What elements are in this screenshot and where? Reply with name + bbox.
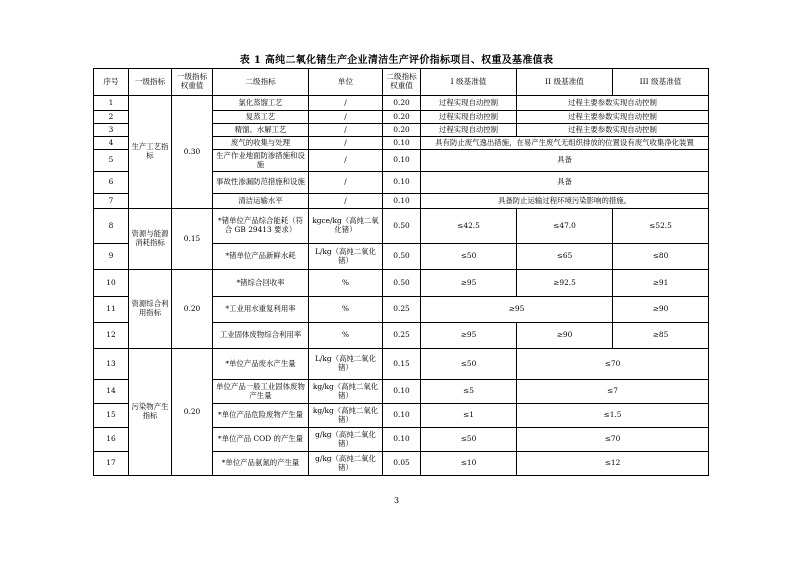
level2-value: ≥92.5	[517, 270, 613, 297]
weight-cell: 0.50	[383, 244, 421, 270]
unit-cell: /	[309, 194, 383, 209]
indicator-name: 精馏、水解工艺	[213, 124, 309, 137]
row-number: 13	[94, 349, 129, 380]
unit-cell: %	[309, 270, 383, 297]
header-l2-name: 二级指标	[213, 69, 309, 96]
level2-value: ≥90	[517, 323, 613, 349]
header-level1: I 级基准值	[421, 69, 517, 96]
all-levels-value: 具备防止运输过程环境污染影响的措施。	[421, 194, 709, 209]
header-l1-weight: 一级指标权重值	[172, 69, 213, 96]
level3-value: ≥85	[613, 323, 709, 349]
weight-cell: 0.20	[383, 124, 421, 137]
unit-cell: /	[309, 137, 383, 150]
weight-cell: 0.50	[383, 209, 421, 244]
header-unit: 单位	[309, 69, 383, 96]
row-number: 11	[94, 297, 129, 323]
unit-cell: kgce/kg（高纯二氧化锗）	[309, 209, 383, 244]
level23-value: 过程主要参数实现自动控制	[517, 96, 709, 111]
weight-cell: 0.25	[383, 323, 421, 349]
unit-cell: kg/kg（高纯二氧化锗）	[309, 404, 383, 428]
level1-value: ≤50	[421, 428, 517, 452]
level2-value: ≤65	[517, 244, 613, 270]
level1-value: ≤50	[421, 244, 517, 270]
row-number: 9	[94, 244, 129, 270]
unit-cell: L/kg（高纯二氧化锗）	[309, 349, 383, 380]
row-number: 3	[94, 124, 129, 137]
row-number: 4	[94, 137, 129, 150]
all-levels-value: 具有防止废气逸出措施，在易产生废气无组织排放的位置设有废气收集净化装置	[421, 137, 709, 150]
header-l2-weight: 二级指标权重值	[383, 69, 421, 96]
level1-value: ≤10	[421, 452, 517, 476]
header-level3: III 级基准值	[613, 69, 709, 96]
weight-cell: 0.10	[383, 404, 421, 428]
weight-cell: 0.10	[383, 380, 421, 404]
indicator-name: *锗综合回收率	[213, 270, 309, 297]
level3-value: ≤80	[613, 244, 709, 270]
level3-value: ≥91	[613, 270, 709, 297]
weight-cell: 0.20	[383, 111, 421, 124]
unit-cell: /	[309, 150, 383, 172]
weight-cell: 0.20	[383, 96, 421, 111]
unit-cell: /	[309, 111, 383, 124]
row-number: 8	[94, 209, 129, 244]
level1-value: 过程实现自动控制	[421, 111, 517, 124]
row-number: 6	[94, 172, 129, 194]
all-levels-value: 具备	[421, 150, 709, 172]
weight-cell: 0.10	[383, 150, 421, 172]
group-weight: 0.20	[172, 270, 213, 349]
group-weight: 0.30	[172, 96, 213, 209]
indicator-name: *锗单位产品新鲜水耗	[213, 244, 309, 270]
table-row	[94, 349, 709, 380]
unit-cell: %	[309, 323, 383, 349]
unit-cell: L/kg（高纯二氧化锗）	[309, 244, 383, 270]
unit-cell: /	[309, 124, 383, 137]
row-number: 14	[94, 380, 129, 404]
level1-value: ≤42.5	[421, 209, 517, 244]
weight-cell: 0.50	[383, 270, 421, 297]
evaluation-table	[93, 68, 709, 476]
weight-cell: 0.15	[383, 349, 421, 380]
page-number: 3	[393, 496, 400, 505]
weight-cell: 0.05	[383, 452, 421, 476]
row-number: 15	[94, 404, 129, 428]
weight-cell: 0.10	[383, 137, 421, 150]
unit-cell: g/kg（高纯二氧化锗）	[309, 452, 383, 476]
level23-value: ≤70	[517, 349, 709, 380]
row-number: 1	[94, 96, 129, 111]
header-row	[94, 69, 709, 96]
group-name: 资源与能源消耗指标	[129, 209, 172, 270]
level1-value: 过程实现自动控制	[421, 124, 517, 137]
group-name: 资源综合利用指标	[129, 270, 172, 349]
table-row	[94, 96, 709, 111]
row-number: 12	[94, 323, 129, 349]
indicator-name: *单位产品氨氮的产生量	[213, 452, 309, 476]
level3-value: ≤52.5	[613, 209, 709, 244]
group-weight: 0.20	[172, 349, 213, 476]
level23-value: ≤7	[517, 380, 709, 404]
indicator-name: *单位产品 COD 的产生量	[213, 428, 309, 452]
unit-cell: /	[309, 172, 383, 194]
row-number: 7	[94, 194, 129, 209]
weight-cell: 0.25	[383, 297, 421, 323]
row-number: 16	[94, 428, 129, 452]
header-level2: II 级基准值	[517, 69, 613, 96]
indicator-name: 复蒸工艺	[213, 111, 309, 124]
level23-value: ≤70	[517, 428, 709, 452]
unit-cell: g/kg（高纯二氧化锗）	[309, 428, 383, 452]
level23-value: 过程主要参数实现自动控制	[517, 124, 709, 137]
unit-cell: /	[309, 96, 383, 111]
row-number: 5	[94, 150, 129, 172]
unit-cell: %	[309, 297, 383, 323]
level3-value: ≥90	[613, 297, 709, 323]
level1-value: ≥95	[421, 323, 517, 349]
table-title: 表 1 高纯二氧化锗生产企业清洁生产评价指标项目、权重及基准值表	[239, 55, 554, 66]
indicator-name: *单位产品废水产生量	[213, 349, 309, 380]
indicator-name: 工业固体废物综合利用率	[213, 323, 309, 349]
unit-cell: kg/kg（高纯二氧化锗）	[309, 380, 383, 404]
weight-cell: 0.10	[383, 194, 421, 209]
header-l1-name: 一级指标	[129, 69, 172, 96]
indicator-name: *单位产品危险废物产生量	[213, 404, 309, 428]
weight-cell: 0.10	[383, 428, 421, 452]
level12-value: ≥95	[421, 297, 613, 323]
indicator-name: 事故性渗漏防范措施和设施	[213, 172, 309, 194]
group-name: 污染物产生指标	[129, 349, 172, 476]
level1-value: ≤50	[421, 349, 517, 380]
group-weight: 0.15	[172, 209, 213, 270]
all-levels-value: 具备	[421, 172, 709, 194]
level1-value: 过程实现自动控制	[421, 96, 517, 111]
indicator-name: 氯化蒸馏工艺	[213, 96, 309, 111]
indicator-name: 废气的收集与处理	[213, 137, 309, 150]
weight-cell: 0.10	[383, 172, 421, 194]
row-number: 10	[94, 270, 129, 297]
row-number: 2	[94, 111, 129, 124]
indicator-name: *锗单位产品综合能耗（符合 GB 29413 要求）	[213, 209, 309, 244]
level1-value: ≥95	[421, 270, 517, 297]
row-number: 17	[94, 452, 129, 476]
level23-value: 过程主要参数实现自动控制	[517, 111, 709, 124]
level1-value: ≤5	[421, 380, 517, 404]
table-row	[94, 270, 709, 297]
header-seq: 序号	[94, 69, 129, 96]
indicator-name: 清洁运输水平	[213, 194, 309, 209]
table-row	[94, 209, 709, 244]
level23-value: ≤12	[517, 452, 709, 476]
level1-value: ≤1	[421, 404, 517, 428]
indicator-name: 生产作业地面防渗措施和设施	[213, 150, 309, 172]
indicator-name: 单位产品一般工业固体废物产生量	[213, 380, 309, 404]
level2-value: ≤47.0	[517, 209, 613, 244]
level23-value: ≤1.5	[517, 404, 709, 428]
group-name: 生产工艺指标	[129, 96, 172, 209]
indicator-name: *工业用水重复利用率	[213, 297, 309, 323]
